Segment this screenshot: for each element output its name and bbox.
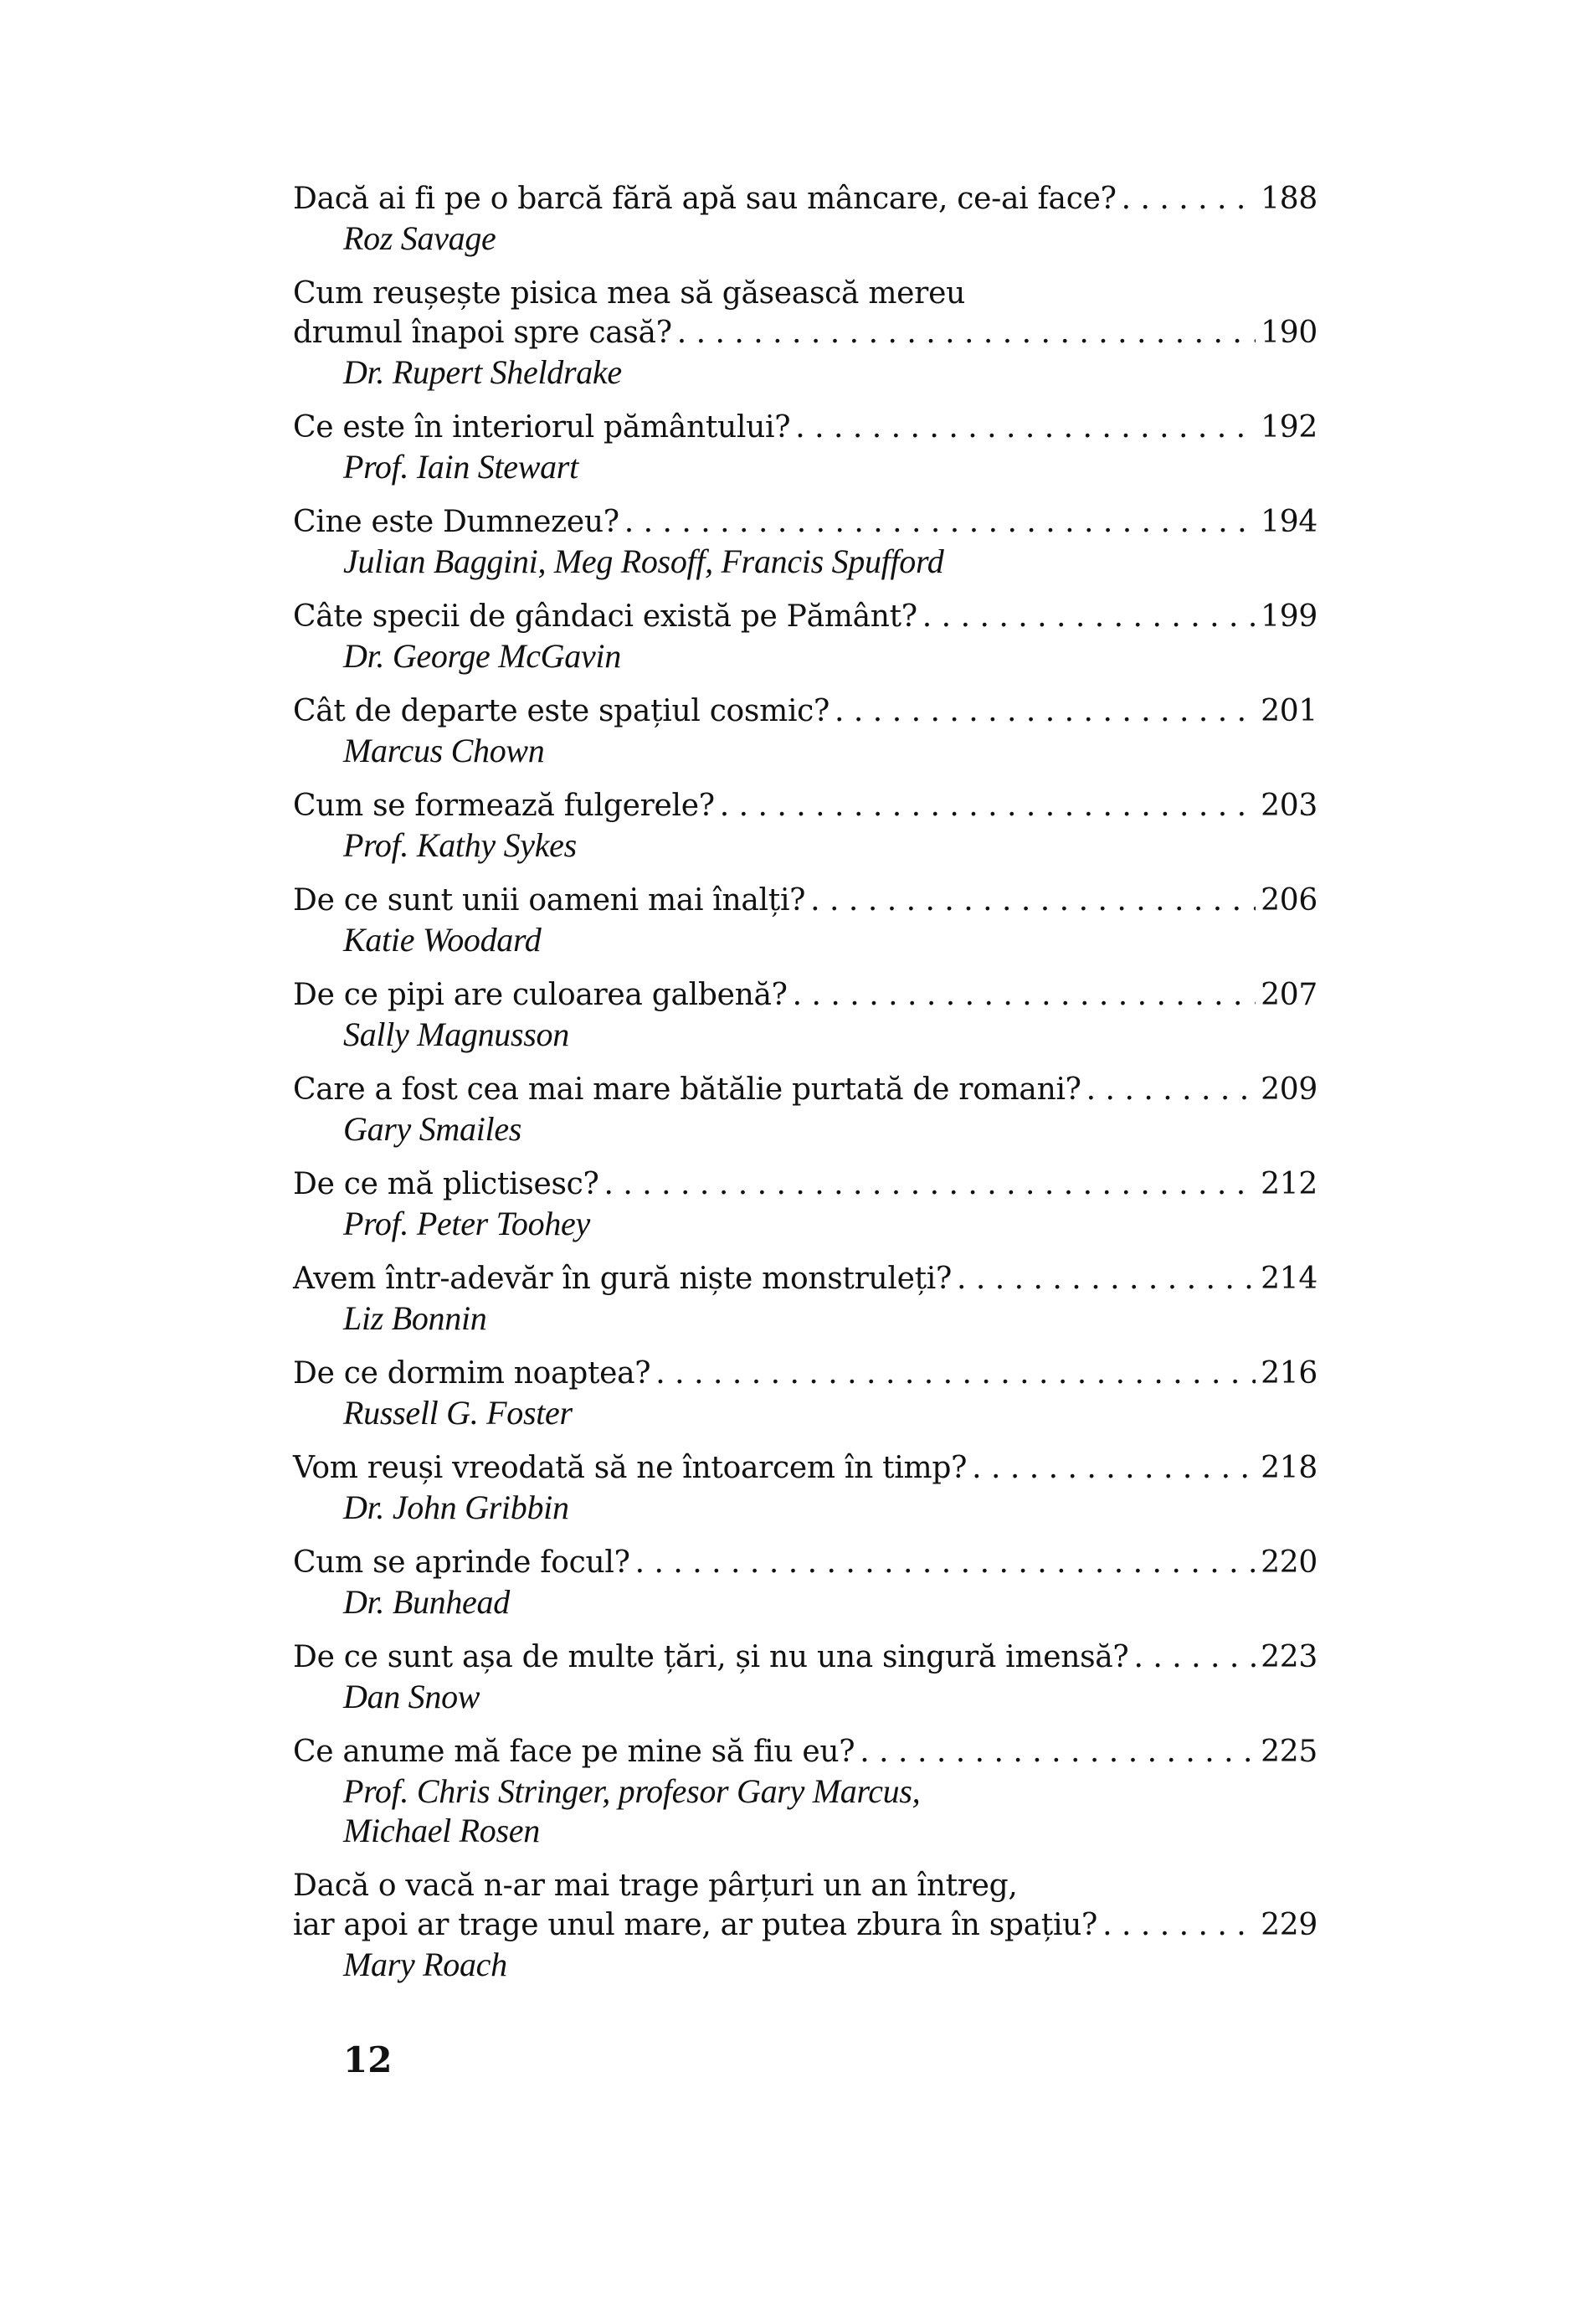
entry-page: 223 bbox=[1261, 1640, 1317, 1674]
entry-title-row bbox=[293, 881, 1317, 920]
entry-title-line: De ce sunt așa de multe țări, și nu una singură imensă? bbox=[293, 1640, 1129, 1674]
entry-title-line: Câte specii de gândaci există pe Pământ? bbox=[293, 599, 917, 634]
entry-title-row bbox=[293, 408, 1317, 447]
entry-title-row bbox=[293, 1259, 1317, 1298]
entry-page: 212 bbox=[1261, 1167, 1317, 1201]
entry-author: Dr. Rupert Sheldrake bbox=[343, 353, 622, 391]
entry-title-row bbox=[293, 1070, 1317, 1109]
table-of-contents bbox=[293, 179, 1317, 2000]
entry-author: Gary Smailes bbox=[343, 1110, 522, 1148]
toc-entry bbox=[293, 179, 1317, 258]
entry-page: 216 bbox=[1261, 1356, 1317, 1391]
toc-entry bbox=[293, 975, 1317, 1054]
toc-entry bbox=[293, 1165, 1317, 1243]
dot-leader bbox=[1102, 1905, 1256, 1945]
dot-leader bbox=[860, 1732, 1256, 1771]
toc-entry bbox=[293, 597, 1317, 676]
entry-title-line: iar apoi ar trage unul mare, ar putea zbura în spațiu? bbox=[293, 1908, 1098, 1942]
toc-entry bbox=[293, 1638, 1317, 1716]
entry-page: 190 bbox=[1261, 316, 1317, 350]
entry-page: 199 bbox=[1261, 599, 1317, 634]
entry-author: Prof. Kathy Sykes bbox=[343, 826, 577, 864]
page-number: 12 bbox=[343, 2039, 393, 2080]
entry-title-row bbox=[293, 179, 1317, 219]
entry-author: Katie Woodard bbox=[343, 921, 542, 959]
toc-entry bbox=[293, 786, 1317, 865]
entry-author: Russell G. Foster bbox=[343, 1394, 573, 1432]
entry-title-line: Care a fost cea mai mare bătălie purtată de romani? bbox=[293, 1072, 1081, 1107]
entry-author: Dr. John Gribbin bbox=[343, 1488, 569, 1526]
entry-title-line: De ce pipi are culoarea galbenă? bbox=[293, 978, 788, 1012]
dot-leader bbox=[793, 975, 1256, 1015]
dot-leader bbox=[810, 881, 1256, 920]
toc-entry bbox=[293, 274, 1317, 392]
entry-title-line: Cum reușește pisica mea să găsească mereu bbox=[293, 276, 965, 311]
entry-page: 220 bbox=[1261, 1545, 1317, 1580]
entry-page: 214 bbox=[1261, 1262, 1317, 1296]
dot-leader bbox=[624, 502, 1256, 542]
entry-page: 194 bbox=[1261, 505, 1317, 539]
entry-title-row bbox=[293, 1543, 1317, 1582]
toc-entry bbox=[293, 1732, 1317, 1850]
dot-leader bbox=[1133, 1638, 1256, 1677]
toc-entry bbox=[293, 881, 1317, 959]
entry-title-line: Ce anume mă face pe mine să fiu eu? bbox=[293, 1735, 855, 1769]
entry-title-row bbox=[293, 313, 1317, 352]
entry-title-row bbox=[293, 597, 1317, 636]
entry-page: 203 bbox=[1261, 789, 1317, 823]
entry-author: Marcus Chown bbox=[343, 732, 545, 769]
entry-author: Dr. George McGavin bbox=[343, 637, 621, 675]
entry-page: 209 bbox=[1261, 1072, 1317, 1107]
toc-entry bbox=[293, 1448, 1317, 1527]
dot-leader bbox=[957, 1259, 1256, 1298]
toc-entry bbox=[293, 1354, 1317, 1432]
entry-title-row bbox=[293, 1354, 1317, 1393]
entry-author: Sally Magnusson bbox=[343, 1015, 569, 1053]
entry-title-line: De ce dormim noaptea? bbox=[293, 1356, 651, 1391]
entry-title-row bbox=[293, 786, 1317, 825]
toc-entry bbox=[293, 1259, 1317, 1338]
dot-leader bbox=[1086, 1070, 1256, 1109]
entry-title-line: Dacă o vacă n-ar mai trage pârțuri un an întreg, bbox=[293, 1869, 1018, 1903]
entry-title-row bbox=[293, 1905, 1317, 1945]
dot-leader bbox=[1122, 179, 1256, 219]
entry-author: Mary Roach bbox=[343, 1946, 507, 1983]
entry-title-line: De ce sunt unii oameni mai înalți? bbox=[293, 883, 806, 918]
entry-author: Michael Rosen bbox=[343, 1812, 540, 1849]
entry-title-line: De ce mă plictisesc? bbox=[293, 1167, 599, 1201]
entry-title-line: Cât de departe este spațiul cosmic? bbox=[293, 694, 830, 728]
entry-title-line: Avem într-adevăr în gură niște monstruleți? bbox=[293, 1262, 952, 1296]
entry-page: 225 bbox=[1261, 1735, 1317, 1769]
entry-page: 206 bbox=[1261, 883, 1317, 918]
dot-leader bbox=[835, 692, 1256, 731]
entry-author: Dan Snow bbox=[343, 1678, 480, 1715]
toc-entry bbox=[293, 1543, 1317, 1622]
toc-entry bbox=[293, 408, 1317, 486]
entry-author: Prof. Iain Stewart bbox=[343, 448, 578, 486]
entry-page: 192 bbox=[1261, 410, 1317, 445]
entry-author: Dr. Bunhead bbox=[343, 1583, 510, 1621]
entry-title-line: Vom reuși vreodată să ne întoarcem în timp? bbox=[293, 1451, 968, 1485]
entry-title-row bbox=[293, 1638, 1317, 1677]
entry-author: Liz Bonnin bbox=[343, 1299, 487, 1337]
entry-page: 218 bbox=[1261, 1451, 1317, 1485]
toc-entry bbox=[293, 1070, 1317, 1149]
entry-title-row bbox=[293, 1165, 1317, 1204]
entry-title-line: drumul înapoi spre casă? bbox=[293, 316, 672, 350]
entry-author: Prof. Peter Toohey bbox=[343, 1205, 590, 1242]
entry-title-row bbox=[293, 1732, 1317, 1771]
entry-page: 188 bbox=[1261, 182, 1317, 216]
entry-title-row bbox=[293, 1448, 1317, 1488]
entry-title-row bbox=[293, 692, 1317, 731]
entry-title-row bbox=[293, 502, 1317, 542]
entry-page: 201 bbox=[1261, 694, 1317, 728]
entry-author: Julian Baggini, Meg Rosoff, Francis Spufford bbox=[343, 542, 944, 580]
entry-page: 207 bbox=[1261, 978, 1317, 1012]
dot-leader bbox=[922, 597, 1256, 636]
entry-page: 229 bbox=[1261, 1908, 1317, 1942]
entry-author: Roz Savage bbox=[343, 219, 496, 257]
entry-title-line: Cum se aprinde focul? bbox=[293, 1545, 630, 1580]
entry-title-line: Dacă ai fi pe o barcă fără apă sau mâncare, ce-ai face? bbox=[293, 182, 1117, 216]
dot-leader bbox=[677, 313, 1256, 352]
dot-leader bbox=[604, 1165, 1256, 1204]
toc-entry bbox=[293, 692, 1317, 770]
dot-leader bbox=[720, 786, 1256, 825]
dot-leader bbox=[795, 408, 1256, 447]
entry-title-row bbox=[293, 975, 1317, 1015]
entry-author: Prof. Chris Stringer, profesor Gary Marcus, bbox=[343, 1772, 921, 1810]
toc-entry bbox=[293, 1866, 1317, 1984]
dot-leader bbox=[635, 1543, 1256, 1582]
dot-leader bbox=[972, 1448, 1256, 1488]
entry-title-line: Cum se formează fulgerele? bbox=[293, 789, 715, 823]
entry-title-line: Ce este în interiorul pământului? bbox=[293, 410, 791, 445]
entry-title-line: Cine este Dumnezeu? bbox=[293, 505, 619, 539]
dot-leader bbox=[655, 1354, 1256, 1393]
toc-entry bbox=[293, 502, 1317, 581]
